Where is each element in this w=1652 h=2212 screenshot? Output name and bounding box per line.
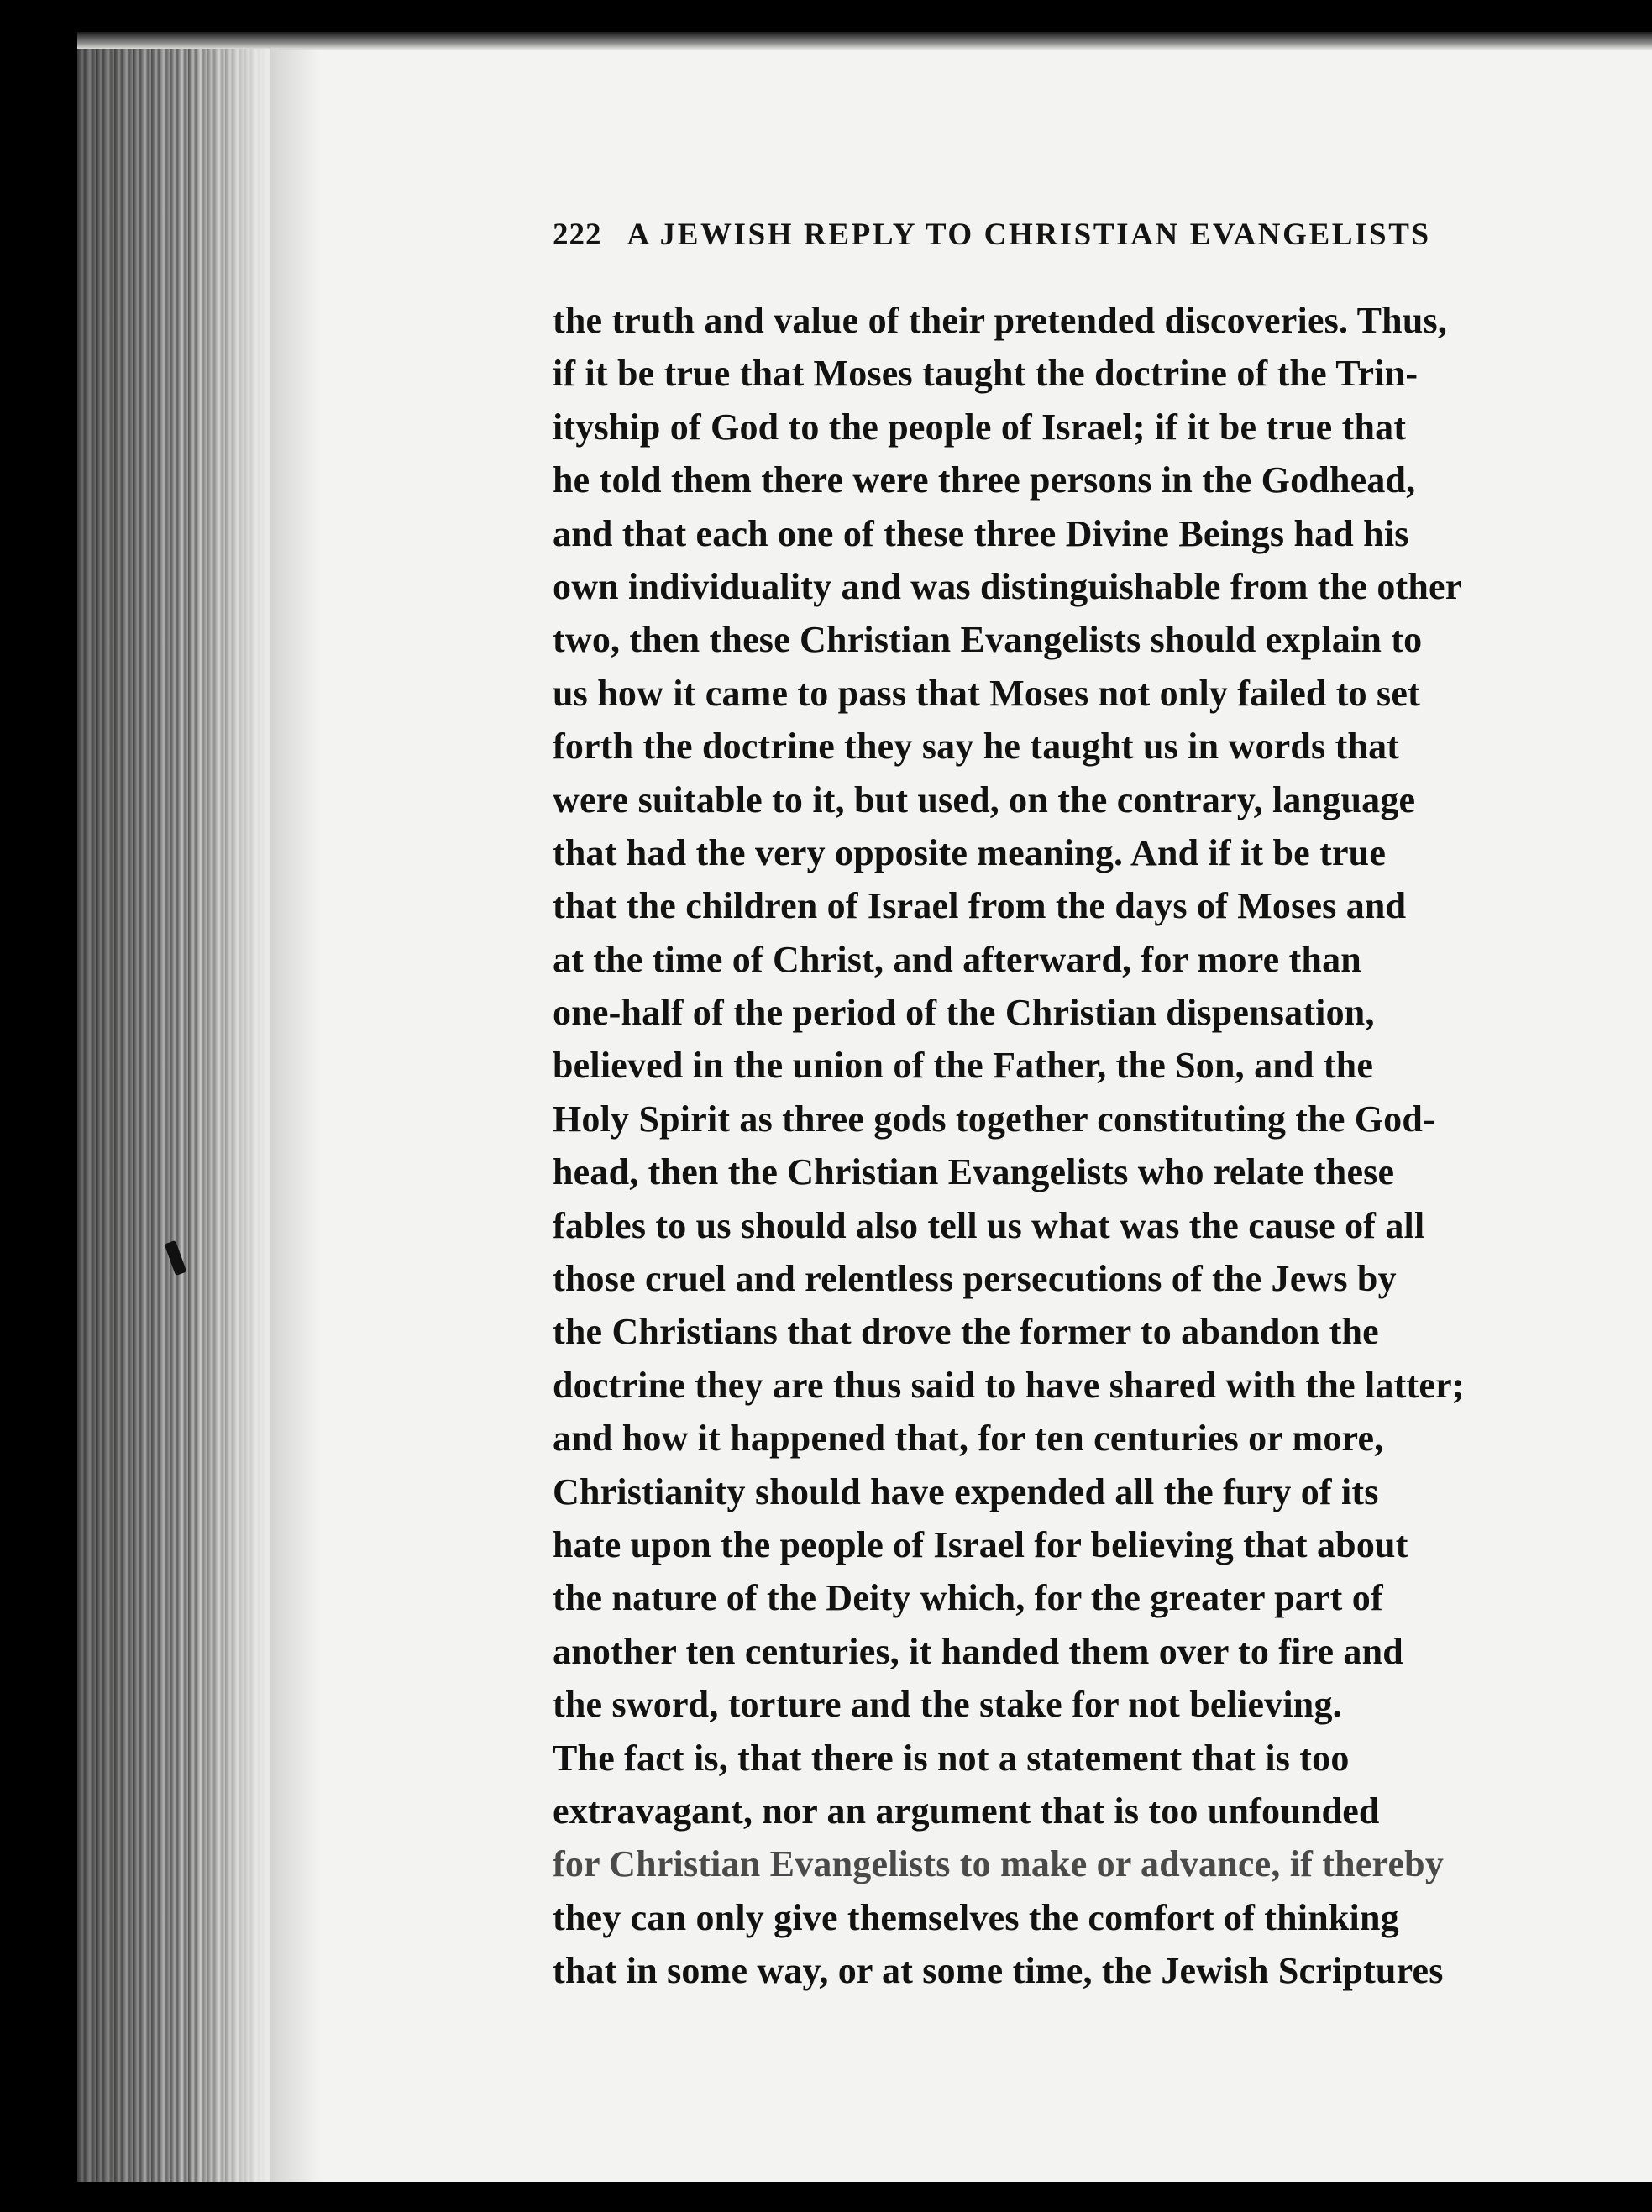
text-line: for Christian Evangelists to make or advance, if thereby xyxy=(553,1843,1445,1885)
text-line: if it be true that Moses taught the doctrine of the Trin- xyxy=(553,353,1419,395)
text-line: the nature of the Deity which, for the greater part of xyxy=(553,1577,1383,1619)
text-line: at the time of Christ, and afterward, for more than xyxy=(553,938,1361,980)
text-line: forth the doctrine they say he taught us in words that xyxy=(553,726,1400,768)
body-text xyxy=(553,294,1544,1998)
running-title: A JEWISH REPLY TO CHRISTIAN EVANGELISTS xyxy=(627,218,1431,252)
book-page-edges xyxy=(77,49,279,2182)
text-line: they can only give themselves the comfort of thinking xyxy=(553,1896,1399,1938)
text-line: and that each one of these three Divine Beings had his xyxy=(553,512,1409,554)
text-line: doctrine they are thus said to have shared with the latter; xyxy=(553,1364,1465,1406)
text-line: one-half of the period of the Christian dispensation, xyxy=(553,992,1375,1034)
text-line: ityship of God to the people of Israel; if it be true that xyxy=(553,406,1407,448)
text-line: believed in the union of the Father, the Son, and the xyxy=(553,1045,1374,1087)
page-top-shadow xyxy=(77,32,1652,50)
text-line: own individuality and was distinguishable from the other xyxy=(553,565,1462,607)
text-line: hate upon the people of Israel for believing that about xyxy=(553,1523,1408,1565)
text-line: that the children of Israel from the days of Moses and xyxy=(553,885,1407,927)
text-line: two, then these Christian Evangelists should explain to xyxy=(553,619,1423,661)
text-line: were suitable to it, but used, on the contrary, language xyxy=(553,778,1416,820)
text-line: The fact is, that there is not a statement that is too xyxy=(553,1737,1350,1779)
text-line: and how it happened that, for ten centuries or more, xyxy=(553,1418,1384,1460)
gutter-shadow xyxy=(270,49,321,2182)
text-line: the Christians that drove the former to abandon the xyxy=(553,1311,1379,1353)
page-number: 222 xyxy=(553,218,602,252)
text-line: he told them there were three persons in the Godhead, xyxy=(553,459,1416,501)
text-line: the sword, torture and the stake for not believing. xyxy=(553,1684,1342,1726)
text-line: those cruel and relentless persecutions of the Jews by xyxy=(553,1258,1397,1300)
text-line: extravagant, nor an argument that is too unfounded xyxy=(553,1790,1380,1832)
text-line: that in some way, or at some time, the Jewish Scriptures xyxy=(553,1950,1444,1992)
text-line: fables to us should also tell us what was the cause of all xyxy=(553,1204,1425,1246)
text-line: Christianity should have expended all the fury of its xyxy=(553,1470,1379,1512)
text-line: another ten centuries, it handed them over to fire and xyxy=(553,1630,1403,1672)
text-line: that had the very opposite meaning. And if it be true xyxy=(553,831,1387,873)
text-line: head, then the Christian Evangelists who relate these xyxy=(553,1151,1395,1193)
running-header xyxy=(553,217,1485,267)
text-line: the truth and value of their pretended discoveries. Thus, xyxy=(553,300,1448,341)
text-line: Holy Spirit as three gods together constituting the God- xyxy=(553,1098,1435,1140)
text-line: us how it came to pass that Moses not only failed to set xyxy=(553,672,1420,714)
